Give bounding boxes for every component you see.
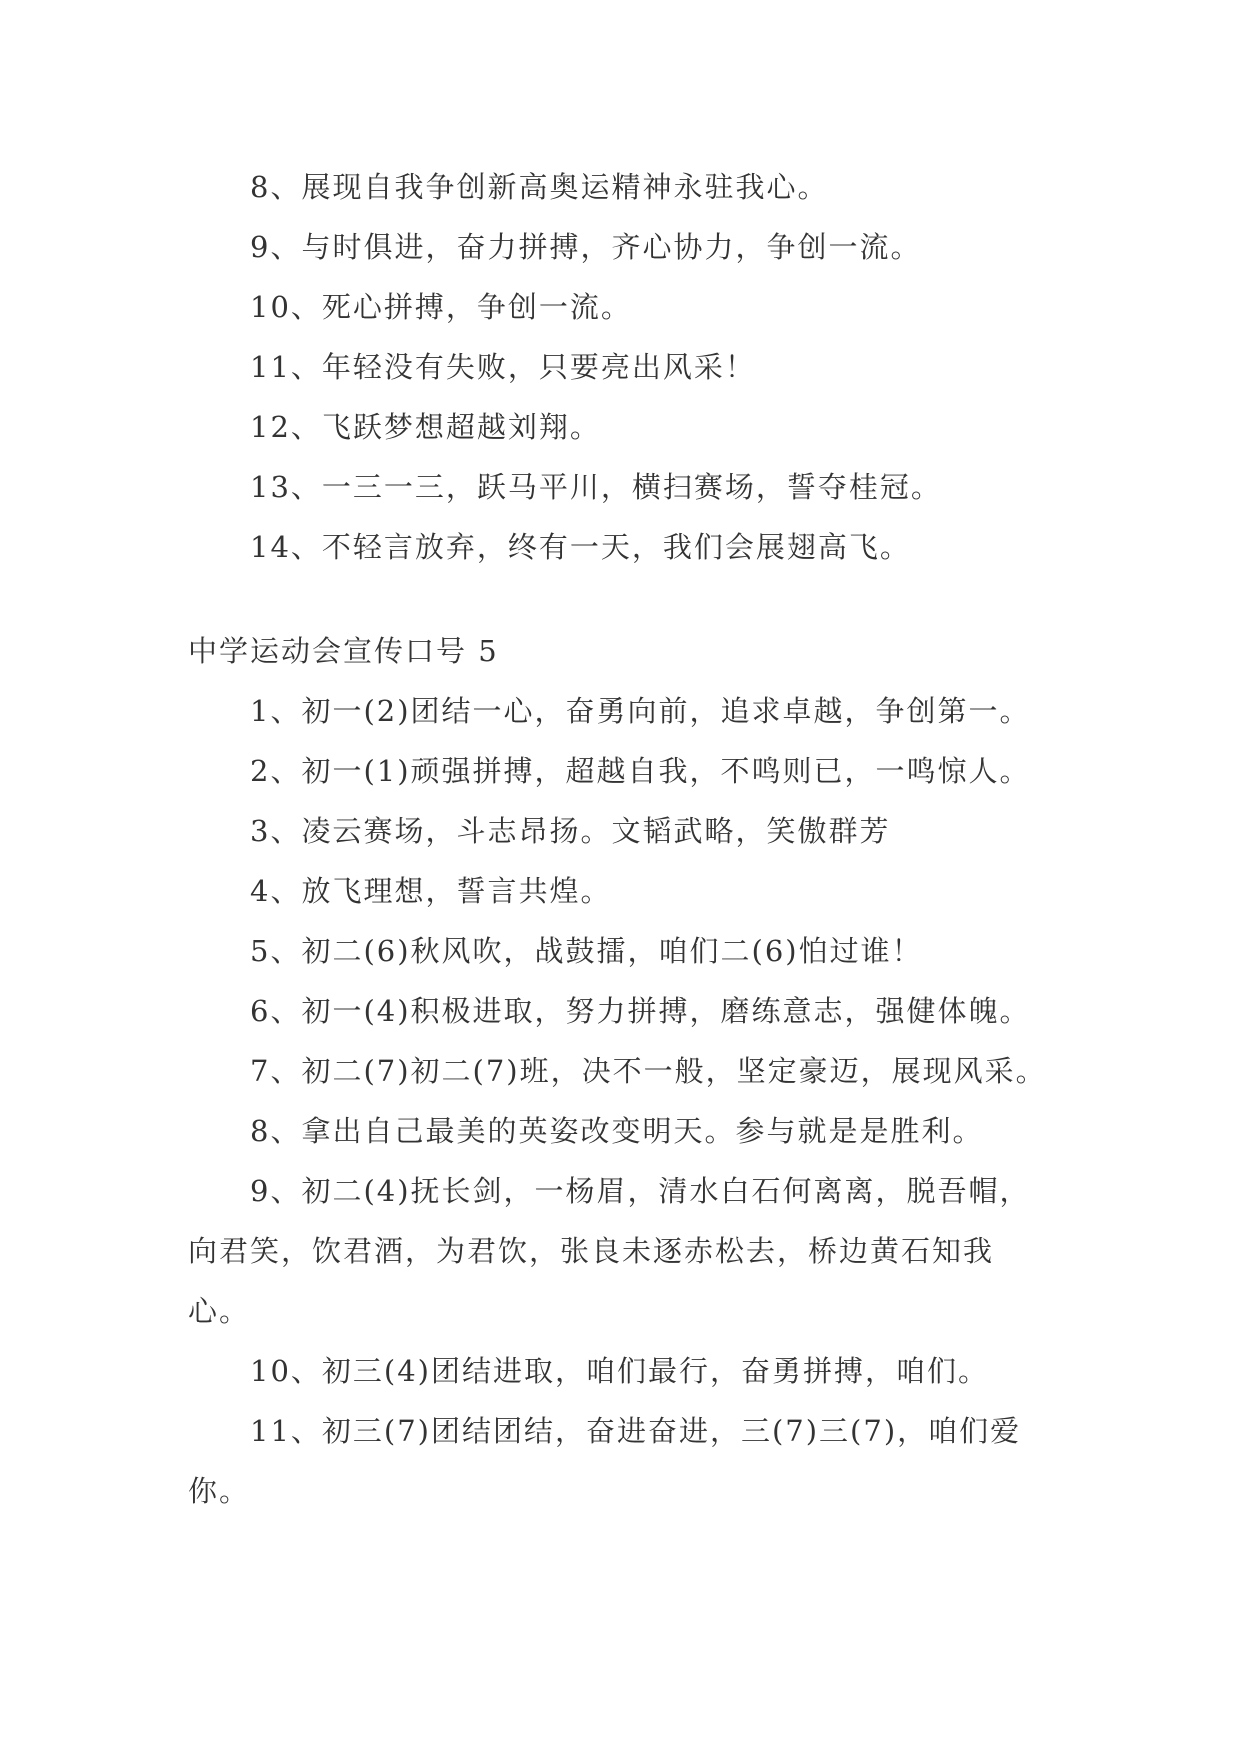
list-item: 8、拿出自己最美的英姿改变明天。参与就是是胜利。 (250, 1114, 984, 1148)
section-title: 中学运动会宣传口号 5 (188, 634, 499, 668)
list-item: 8、展现自我争创新高奥运精神永驻我心。 (250, 170, 829, 204)
list-item: 13、一三一三，跃马平川，横扫赛场，誓夺桂冠。 (250, 470, 942, 504)
list-item: 10、死心拼搏，争创一流。 (250, 290, 632, 324)
list-item: 2、初一(1)顽强拼搏，超越自我，不鸣则已，一鸣惊人。 (250, 754, 1031, 788)
slogan-list-continued (188, 157, 1051, 577)
list-item: 7、初二(7)初二(7)班，决不一般，坚定豪迈，展现风采。 (250, 1054, 1047, 1088)
list-item: 11、年轻没有失败，只要亮出风采！ (250, 350, 756, 384)
list-item: 9、初二(4)抚长剑，一杨眉，清水白石何离离，脱吾帽，向君笑，饮君酒，为君饮，张良未逐赤松去，桥边黄石知我心。 (188, 1174, 1031, 1328)
list-item: 1、初一(2)团结一心，奋勇向前，追求卓越，争创第一。 (250, 694, 1031, 728)
list-item: 5、初二(6)秋风吹，战鼓擂，咱们二(6)怕过谁！ (250, 934, 923, 968)
list-item: 3、凌云赛场，斗志昂扬。文韬武略，笑傲群芳 (250, 814, 891, 848)
list-item: 6、初一(4)积极进取，努力拼搏，磨练意志，强健体魄。 (250, 994, 1031, 1028)
slogan-section (188, 621, 1051, 1521)
list-item: 9、与时俱进，奋力拼搏，齐心协力，争创一流。 (250, 230, 922, 264)
list-item: 4、放飞理想，誓言共煌。 (250, 874, 612, 908)
list-item: 10、初三(4)团结进取，咱们最行，奋勇拼搏，咱们。 (250, 1354, 989, 1388)
list-item: 14、不轻言放弃，终有一天，我们会展翅高飞。 (250, 530, 911, 564)
list-item: 11、初三(7)团结团结，奋进奋进，三(7)三(7)，咱们爱你。 (188, 1414, 1022, 1508)
list-item: 12、飞跃梦想超越刘翔。 (250, 410, 601, 444)
